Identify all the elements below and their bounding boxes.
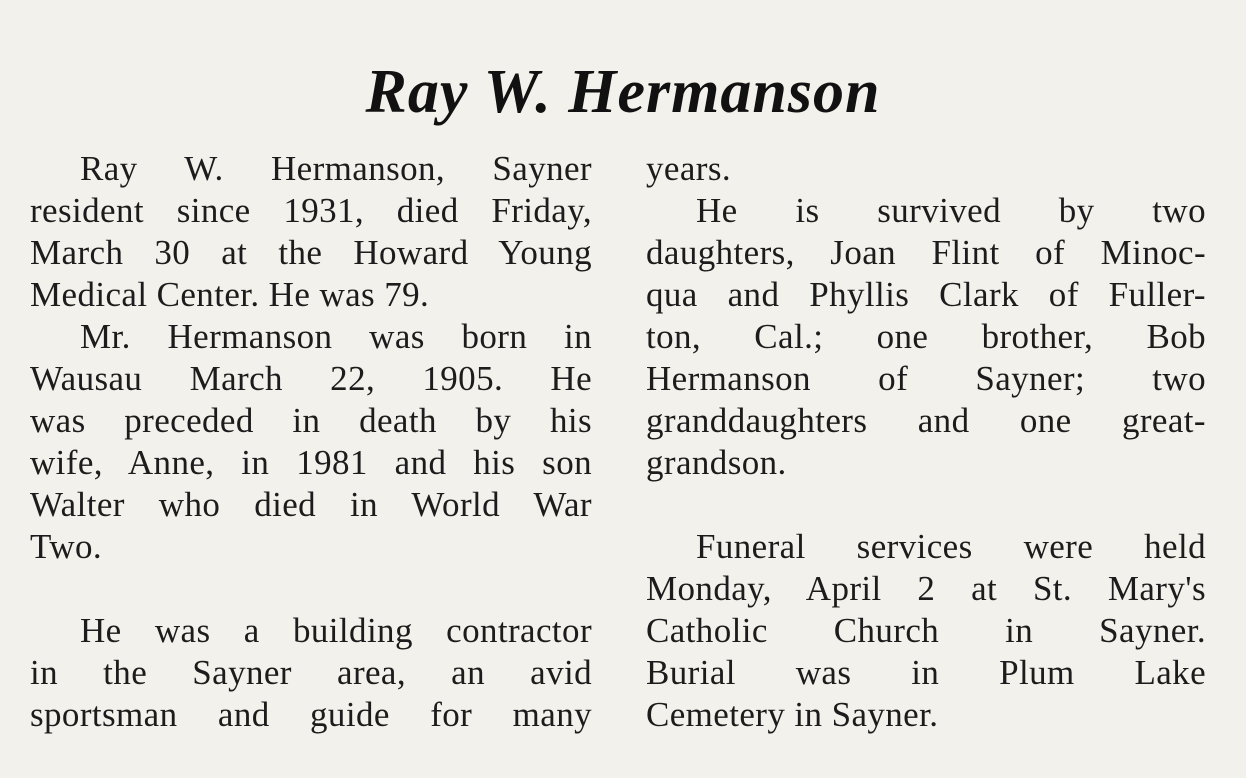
text-line: Catholic Church in Sayner. bbox=[646, 611, 1206, 650]
text-line: Two. bbox=[30, 527, 103, 566]
headline: Ray W. Hermanson bbox=[365, 58, 881, 126]
text-line: was preceded in death by his bbox=[30, 401, 592, 440]
text-line: Monday, April 2 at St. Mary's bbox=[646, 569, 1206, 608]
paragraph-spacer bbox=[646, 484, 1206, 526]
text-line: Funeral services were held bbox=[696, 527, 1206, 566]
paragraph-funeral bbox=[646, 526, 1206, 736]
paragraph-spacer bbox=[30, 568, 592, 610]
paragraph-biography bbox=[30, 316, 592, 568]
right-column bbox=[646, 148, 1206, 736]
text-line: He is survived by two bbox=[696, 191, 1206, 230]
text-line: Medical Center. He was 79. bbox=[30, 275, 430, 314]
paragraph-survivors bbox=[646, 190, 1206, 484]
text-line: wife, Anne, in 1981 and his son bbox=[30, 443, 592, 482]
text-line: ton, Cal.; one brother, Bob bbox=[646, 317, 1206, 356]
text-line: granddaughters and one great- bbox=[646, 401, 1206, 440]
text-line: grandson. bbox=[646, 443, 787, 482]
text-line: Mr. Hermanson was born in bbox=[80, 317, 592, 356]
text-line: Ray W. Hermanson, Sayner bbox=[80, 149, 592, 188]
text-line: March 30 at the Howard Young bbox=[30, 233, 592, 272]
text-line: Hermanson of Sayner; two bbox=[646, 359, 1206, 398]
text-line: in the Sayner area, an avid bbox=[30, 653, 592, 692]
text-line: resident since 1931, died Friday, bbox=[30, 191, 592, 230]
left-column bbox=[30, 148, 592, 736]
text-line: sportsman and guide for many bbox=[30, 695, 592, 734]
paragraph-death-notice bbox=[30, 148, 592, 316]
text-line: qua and Phyllis Clark of Fuller- bbox=[646, 275, 1206, 314]
text-line: years. bbox=[646, 149, 731, 188]
text-line: He was a building contractor bbox=[80, 611, 592, 650]
text-line: daughters, Joan Flint of Minoc- bbox=[646, 233, 1206, 272]
text-line: Walter who died in World War bbox=[30, 485, 592, 524]
text-line: Wausau March 22, 1905. He bbox=[30, 359, 592, 398]
paragraph-career bbox=[30, 610, 592, 736]
text-line: Cemetery in Sayner. bbox=[646, 695, 939, 734]
text-line: Burial was in Plum Lake bbox=[646, 653, 1206, 692]
